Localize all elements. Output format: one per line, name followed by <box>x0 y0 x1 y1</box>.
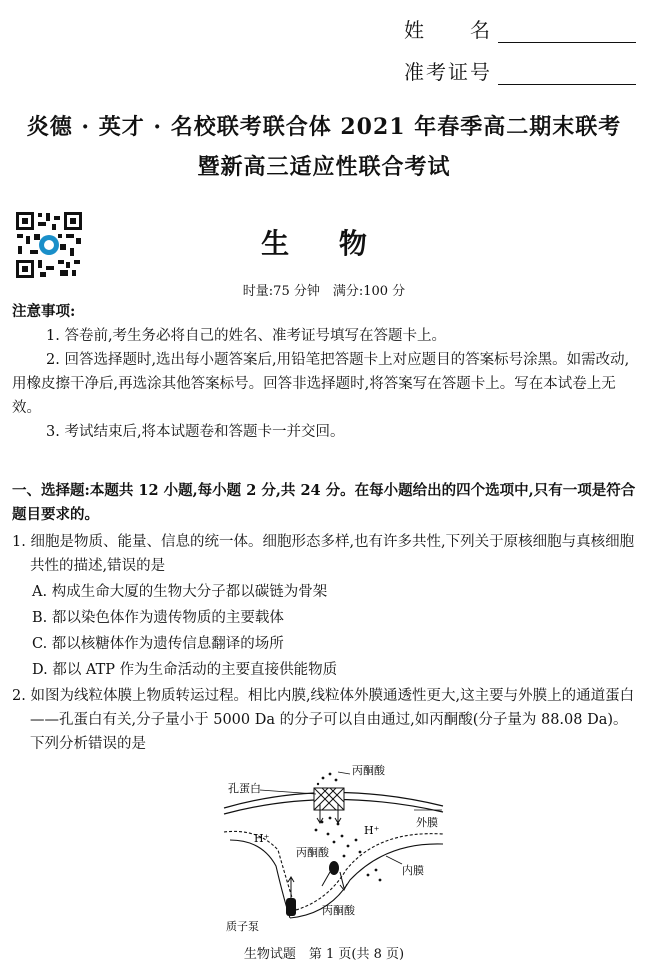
question-2-stem: 2. 如图为线粒体膜上物质转运过程。相比内膜,线粒体外膜通透性更大,这主要与外膜上的通道蛋白——孔蛋白有关,分子量小于 5000 Da 的分子可以自由通过,如丙酮酸(分子量为 88.08 Da)。下列分析错误的是 <box>12 688 635 752</box>
porin-shape <box>314 788 344 810</box>
name-label: 姓 名 <box>404 18 492 42</box>
name-field <box>404 14 636 43</box>
label-porin: 孔蛋白 <box>228 782 261 795</box>
label-pyruvate-top: 丙酮酸 <box>352 764 385 777</box>
q1-option-d: D. 都以 ATP 作为生命活动的主要直接供能物质 <box>32 662 338 678</box>
proton-pump-shape <box>286 898 296 916</box>
notice-item-2: 2. 回答选择题时,选出每小题答案后,用铅笔把答题卡上对应题目的答案标号涂黑。如需改动,用橡皮擦干净后,再选涂其他答案标号。回答非选择题时,将答案写在答题卡上。写在本试卷上无效。 <box>12 352 630 416</box>
notice-item-1: 1. 答卷前,考生务必将自己的姓名、准考证号填写在答题卡上。 <box>46 328 447 344</box>
id-field <box>404 56 636 85</box>
time-info: 时量:75 分钟 满分:100 分 <box>242 284 406 299</box>
mitochondria-membrane-figure <box>218 760 458 935</box>
question-1-stem: 1. 细胞是物质、能量、信息的统一体。细胞形态多样,也有许多共性,下列关于原核细胞与真核细胞共性的描述,错误的是 <box>12 534 635 574</box>
inner-membrane-solid-left <box>230 840 290 918</box>
transporter-shape <box>329 861 339 875</box>
page-footer: 生物试题 第 1 页(共 8 页) <box>243 947 405 962</box>
exam-subtitle: 暨新高三适应性联合考试 <box>197 154 451 180</box>
label-inner-membrane: 内膜 <box>402 864 424 877</box>
q1-option-c: C. 都以核糖体作为遗传信息翻译的场所 <box>32 636 284 652</box>
notice-heading: 注意事项: <box>12 303 76 320</box>
transport-arrows <box>288 872 347 898</box>
label-pyruvate-bottom: 丙酮酸 <box>322 904 355 917</box>
label-pyruvate-mid: 丙酮酸 <box>296 846 329 859</box>
label-h-left: H⁺ <box>254 832 270 845</box>
label-h-right: H⁺ <box>364 824 380 837</box>
q1-option-b: B. 都以染色体作为遗传物质的主要载体 <box>32 610 284 626</box>
name-blank <box>498 22 636 43</box>
exam-title: 炎德 · 英才 · 名校联考联合体 2021 年春季高二期末联考 <box>26 114 622 140</box>
label-proton-pump: 质子泵 <box>226 920 259 933</box>
pointer-lines <box>260 772 442 864</box>
label-outer-membrane: 外膜 <box>416 816 438 829</box>
id-blank <box>498 64 636 85</box>
subject-title: 生 物 <box>261 227 387 260</box>
notice-item-3: 3. 考试结束后,将本试题卷和答题卡一并交回。 <box>46 424 345 440</box>
section-heading: 一、选择题:本题共 12 小题,每小题 2 分,共 24 分。在每小题给出的四个选项中,只有一项是符合题目要求的。 <box>12 482 636 523</box>
q1-option-a: A. 构成生命大厦的生物大分子都以碳链为骨架 <box>32 584 328 600</box>
id-label: 准考证号 <box>404 60 492 84</box>
